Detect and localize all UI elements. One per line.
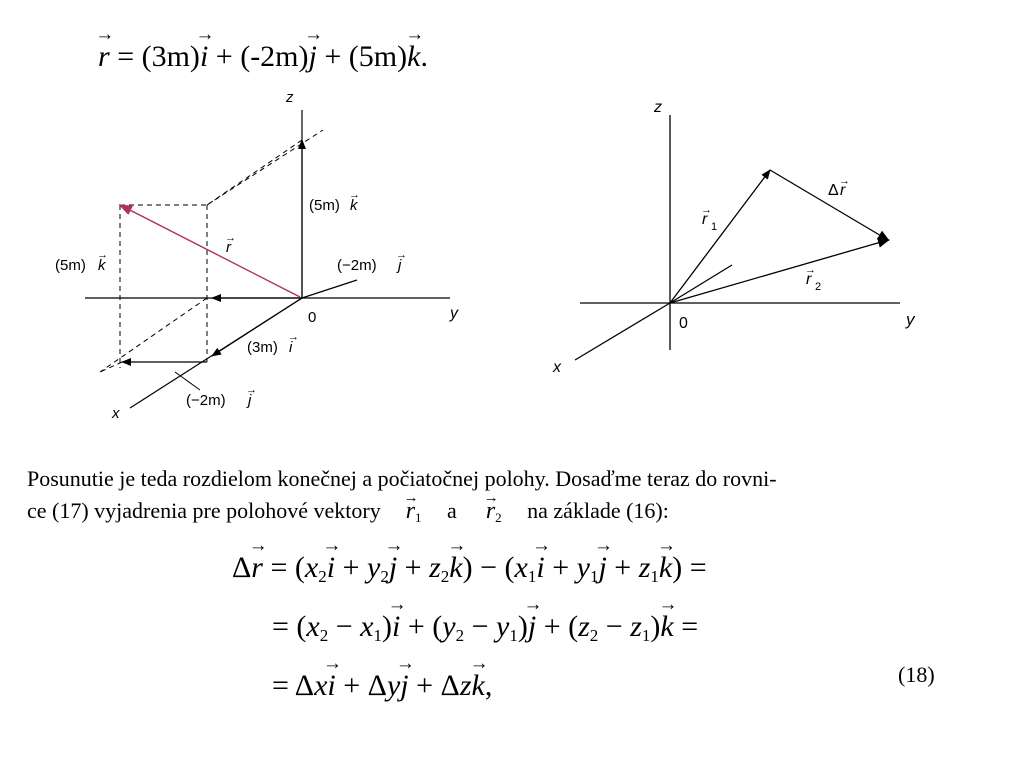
right-label-r1: r [702,211,708,228]
left-label-r: r [226,239,231,256]
delta-r-equation-line1: Δr → = ($x_2i$ → + $y_2j$ → + $z_2k$ →) − ($x_1i$ → + $y_1j$ → + $z_1k$ →) = [232,553,707,585]
right-z-label: z [654,99,662,116]
eq-term3-vec: k → [407,42,420,72]
right-label-r2: r [806,271,812,288]
paragraph-vec-r1: r → [406,495,415,527]
eq-plus2: + [324,40,342,73]
right-origin-label: 0 [679,315,688,332]
left-label-minus2m-j-top: (−2m) [337,257,377,274]
left-origin-label: 0 [308,309,317,326]
left-label-minus2m-j-top-vec: j [398,257,402,274]
svg-text:→: → [225,232,236,244]
body-paragraph [27,463,1007,534]
left-label-minus2m-j-bottom-vec: j [248,392,252,409]
equation-number: (18) [898,662,935,687]
eq-plus1: + [215,40,233,73]
svg-text:→: → [288,331,299,343]
paragraph-vec-r1-sub: 1 [415,510,422,525]
paragraph-conj: a [447,498,457,523]
left-label-5m-k-axis-vec: k [350,197,358,214]
svg-text:→: → [839,175,850,187]
paragraph-line2 [27,495,1007,534]
svg-text:→: → [396,249,407,261]
left-label-5m-k-left-vec: k [98,257,106,274]
right-label-delta-vec: r [840,182,846,199]
delta-r-equation-line2: = $(x_2 - x_1)i$ → + $(y_2 - y_1)j$ → + $(z_2 - z_1)k$ → = [272,612,698,644]
delta-r-equation-line3: = Δxi → + Δyj → + Δzk →, [272,671,492,701]
eq-end: . [420,40,428,73]
top-equation: r → = (3m)i → + (-2m)j → + (5m)k →. [98,42,428,72]
left-label-5m-k-axis: (5m) [309,197,340,214]
paragraph-vec-r2-sub: 2 [495,510,502,525]
svg-text:→: → [97,249,108,261]
right-delta-r-vector [770,170,888,240]
paragraph-line1: Posunutie je teda rozdielom konečnej a počiatočnej polohy. Dosaďme teraz do rovni- [27,466,777,491]
eq-term1-vec: i → [200,42,208,72]
paragraph-line2-start: ce (17) vyjadrenia pre polohové vektory [27,498,381,523]
left-label-minus2m-j-bottom: (−2m) [186,392,226,409]
left-x-label: x [112,405,120,422]
left-vector-diagram [0,0,520,440]
right-vector-diagram [520,80,940,400]
svg-text:→: → [349,189,360,201]
eq-term1-coef: (3m) [141,40,200,73]
eq-r-vector: r → [98,42,110,72]
svg-text:→: → [701,204,712,216]
right-x-axis [575,303,670,360]
left-y-label: y [450,305,458,322]
left-label-5m-k-left: (5m) [55,257,86,274]
right-label-delta: Δ [828,182,839,199]
svg-text:→: → [805,264,816,276]
svg-text:→: → [246,384,257,396]
right-y-label: y [906,310,915,329]
paragraph-vec-r2: r → [486,495,495,527]
left-label-3m-i: (3m) [247,339,278,356]
right-r2-vector [670,240,888,303]
right-x-label: x [553,359,561,376]
left-r-vector [120,205,300,297]
eq-term2-vec: j → [309,42,317,72]
right-label-r1-sub: 1 [711,221,718,233]
eq-term2-coef: (-2m) [240,40,309,73]
left-z-label: z [286,89,294,106]
right-label-r2-sub: 2 [815,281,822,293]
left-label-3m-i-vec: i [289,339,293,356]
paragraph-line2-end: na základe (16): [527,498,669,523]
eq-term3-coef: (5m) [348,40,408,73]
right-r1-vector [670,170,770,303]
